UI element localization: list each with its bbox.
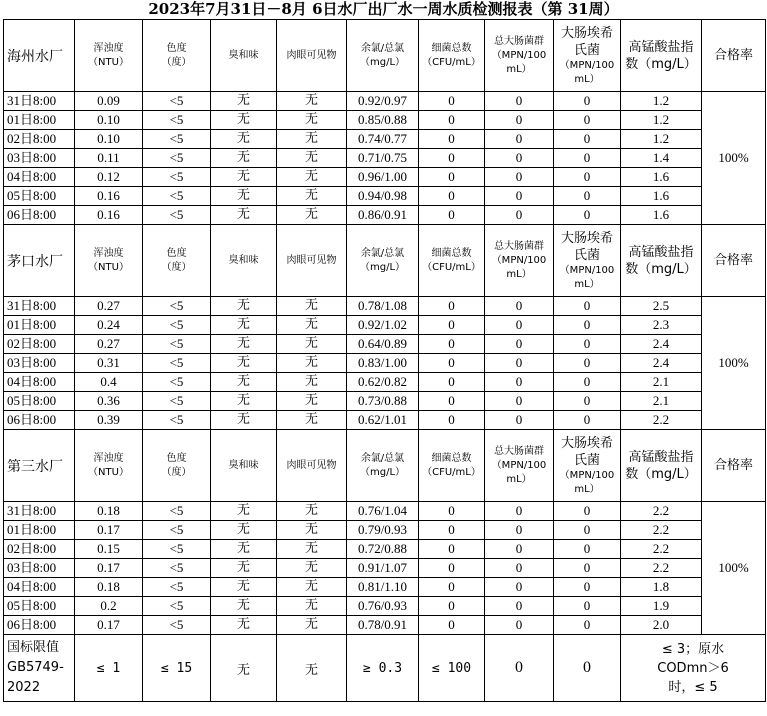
header-bacteria: 细菌总数 （CFU/mL） xyxy=(419,20,485,92)
pass-rate-value: 100% xyxy=(702,92,766,225)
permanganate-cell: 2.3 xyxy=(621,316,702,335)
color-cell: <5 xyxy=(143,578,211,597)
header-turbidity: 浑浊度 （NTU） xyxy=(75,430,143,502)
header-ecoli-unit: （MPN/100 mL） xyxy=(559,59,615,85)
ecoli-cell: 0 xyxy=(554,578,621,597)
header-pass-rate: 合格率 xyxy=(702,20,766,92)
coliform-cell: 0 xyxy=(485,354,554,373)
ecoli-cell: 0 xyxy=(554,187,621,206)
date-cell: 02日8:00 xyxy=(4,335,75,354)
table-row xyxy=(4,149,766,168)
header-coliform: 总大肠菌群 （MPN/100 mL） xyxy=(485,430,554,502)
turbidity-cell: 0.18 xyxy=(75,502,143,521)
permanganate-cell: 2.2 xyxy=(621,411,702,430)
bacteria-cell: 0 xyxy=(419,297,485,316)
odor-cell: 无 xyxy=(211,616,277,635)
visible-matter-cell: 无 xyxy=(277,130,347,149)
visible-matter-cell: 无 xyxy=(277,392,347,411)
table-row xyxy=(4,521,766,540)
limit-bacteria: ≤ 100 xyxy=(419,635,485,702)
header-ecoli-name: 大肠埃希 氏菌 xyxy=(560,435,613,468)
visible-matter-cell: 无 xyxy=(277,111,347,130)
permanganate-cell: 2.5 xyxy=(621,297,702,316)
permanganate-cell: 2.4 xyxy=(621,335,702,354)
permanganate-cell: 2.2 xyxy=(621,521,702,540)
odor-cell: 无 xyxy=(211,297,277,316)
bacteria-cell: 0 xyxy=(419,335,485,354)
chlorine-cell: 0.64/0.89 xyxy=(347,335,419,354)
table-row xyxy=(4,411,766,430)
turbidity-cell: 0.16 xyxy=(75,206,143,225)
header-ecoli-name: 大肠埃希 氏菌 xyxy=(560,25,613,58)
permanganate-cell: 1.8 xyxy=(621,578,702,597)
color-cell: <5 xyxy=(143,521,211,540)
limits-label: 国标限值 GB5749- 2022 xyxy=(4,635,75,702)
table-row xyxy=(4,616,766,635)
ecoli-cell: 0 xyxy=(554,149,621,168)
turbidity-cell: 0.18 xyxy=(75,578,143,597)
header-pass-rate: 合格率 xyxy=(702,225,766,297)
date-cell: 06日8:00 xyxy=(4,616,75,635)
header-permanganate: 高锰酸盐指 数（mg/L） xyxy=(621,20,702,92)
turbidity-cell: 0.27 xyxy=(75,335,143,354)
plant-name: 海州水厂 xyxy=(4,20,75,92)
visible-matter-cell: 无 xyxy=(277,149,347,168)
visible-matter-cell: 无 xyxy=(277,373,347,392)
header-visible-matter: 肉眼可见物 xyxy=(277,225,347,297)
ecoli-cell: 0 xyxy=(554,206,621,225)
limit-permanganate: ≤ 3；原水 CODmn＞6 时，≤ 5 xyxy=(621,635,766,702)
date-cell: 31日8:00 xyxy=(4,92,75,111)
header-chlorine: 余氯/总氯 （mg/L） xyxy=(347,225,419,297)
header-permanganate: 高锰酸盐指 数（mg/L） xyxy=(621,225,702,297)
table-row xyxy=(4,373,766,392)
header-pass-rate: 合格率 xyxy=(702,430,766,502)
ecoli-cell: 0 xyxy=(554,130,621,149)
date-cell: 03日8:00 xyxy=(4,559,75,578)
table-row xyxy=(4,335,766,354)
limit-visible-matter: 无 xyxy=(277,635,347,702)
limits-row xyxy=(4,635,766,702)
visible-matter-cell: 无 xyxy=(277,335,347,354)
color-cell: <5 xyxy=(143,354,211,373)
odor-cell: 无 xyxy=(211,411,277,430)
turbidity-cell: 0.39 xyxy=(75,411,143,430)
coliform-cell: 0 xyxy=(485,392,554,411)
chlorine-cell: 0.92/0.97 xyxy=(347,92,419,111)
turbidity-cell: 0.17 xyxy=(75,521,143,540)
turbidity-cell: 0.2 xyxy=(75,597,143,616)
header-chlorine: 余氯/总氯 （mg/L） xyxy=(347,430,419,502)
ecoli-cell: 0 xyxy=(554,597,621,616)
visible-matter-cell: 无 xyxy=(277,354,347,373)
limit-turbidity: ≤ 1 xyxy=(75,635,143,702)
permanganate-cell: 2.1 xyxy=(621,392,702,411)
permanganate-cell: 1.2 xyxy=(621,92,702,111)
bacteria-cell: 0 xyxy=(419,521,485,540)
header-odor: 臭和味 xyxy=(211,430,277,502)
bacteria-cell: 0 xyxy=(419,168,485,187)
plant-header-row xyxy=(4,20,766,92)
turbidity-cell: 0.36 xyxy=(75,392,143,411)
ecoli-cell: 0 xyxy=(554,373,621,392)
limit-odor: 无 xyxy=(211,635,277,702)
visible-matter-cell: 无 xyxy=(277,297,347,316)
date-cell: 05日8:00 xyxy=(4,187,75,206)
turbidity-cell: 0.16 xyxy=(75,187,143,206)
table-row xyxy=(4,597,766,616)
coliform-cell: 0 xyxy=(485,130,554,149)
chlorine-cell: 0.73/0.88 xyxy=(347,392,419,411)
bacteria-cell: 0 xyxy=(419,316,485,335)
ecoli-cell: 0 xyxy=(554,559,621,578)
chlorine-cell: 0.78/0.91 xyxy=(347,616,419,635)
color-cell: <5 xyxy=(143,559,211,578)
table-row xyxy=(4,578,766,597)
header-ecoli xyxy=(554,225,621,297)
header-ecoli xyxy=(554,430,621,502)
coliform-cell: 0 xyxy=(485,616,554,635)
table-row xyxy=(4,354,766,373)
coliform-cell: 0 xyxy=(485,206,554,225)
color-cell: <5 xyxy=(143,597,211,616)
bacteria-cell: 0 xyxy=(419,354,485,373)
date-cell: 06日8:00 xyxy=(4,206,75,225)
bacteria-cell: 0 xyxy=(419,187,485,206)
date-cell: 01日8:00 xyxy=(4,111,75,130)
coliform-cell: 0 xyxy=(485,411,554,430)
date-cell: 04日8:00 xyxy=(4,168,75,187)
pass-rate-value: 100% xyxy=(702,297,766,430)
ecoli-cell: 0 xyxy=(554,616,621,635)
chlorine-cell: 0.74/0.77 xyxy=(347,130,419,149)
odor-cell: 无 xyxy=(211,597,277,616)
coliform-cell: 0 xyxy=(485,521,554,540)
table-row xyxy=(4,111,766,130)
bacteria-cell: 0 xyxy=(419,502,485,521)
odor-cell: 无 xyxy=(211,335,277,354)
chlorine-cell: 0.83/1.00 xyxy=(347,354,419,373)
visible-matter-cell: 无 xyxy=(277,187,347,206)
date-cell: 05日8:00 xyxy=(4,597,75,616)
limit-ecoli: 0 xyxy=(554,635,621,702)
turbidity-cell: 0.15 xyxy=(75,540,143,559)
header-color: 色度 （度） xyxy=(143,225,211,297)
coliform-cell: 0 xyxy=(485,149,554,168)
chlorine-cell: 0.71/0.75 xyxy=(347,149,419,168)
turbidity-cell: 0.11 xyxy=(75,149,143,168)
bacteria-cell: 0 xyxy=(419,578,485,597)
header-odor: 臭和味 xyxy=(211,20,277,92)
bacteria-cell: 0 xyxy=(419,130,485,149)
color-cell: <5 xyxy=(143,168,211,187)
ecoli-cell: 0 xyxy=(554,521,621,540)
odor-cell: 无 xyxy=(211,392,277,411)
header-color: 色度 （度） xyxy=(143,430,211,502)
table-row xyxy=(4,130,766,149)
permanganate-cell: 2.4 xyxy=(621,354,702,373)
visible-matter-cell: 无 xyxy=(277,540,347,559)
header-ecoli-unit: （MPN/100 mL） xyxy=(559,469,615,495)
coliform-cell: 0 xyxy=(485,540,554,559)
chlorine-cell: 0.81/1.10 xyxy=(347,578,419,597)
ecoli-cell: 0 xyxy=(554,392,621,411)
odor-cell: 无 xyxy=(211,578,277,597)
header-coliform: 总大肠菌群 （MPN/100 mL） xyxy=(485,20,554,92)
date-cell: 01日8:00 xyxy=(4,521,75,540)
header-turbidity: 浑浊度 （NTU） xyxy=(75,20,143,92)
color-cell: <5 xyxy=(143,316,211,335)
header-bacteria: 细菌总数 （CFU/mL） xyxy=(419,430,485,502)
ecoli-cell: 0 xyxy=(554,354,621,373)
pass-rate-value: 100% xyxy=(702,502,766,635)
header-bacteria: 细菌总数 （CFU/mL） xyxy=(419,225,485,297)
visible-matter-cell: 无 xyxy=(277,168,347,187)
odor-cell: 无 xyxy=(211,168,277,187)
permanganate-cell: 1.6 xyxy=(621,206,702,225)
permanganate-cell: 1.2 xyxy=(621,130,702,149)
header-ecoli-unit: （MPN/100 mL） xyxy=(559,264,615,290)
permanganate-cell: 1.6 xyxy=(621,168,702,187)
color-cell: <5 xyxy=(143,111,211,130)
visible-matter-cell: 无 xyxy=(277,578,347,597)
turbidity-cell: 0.10 xyxy=(75,111,143,130)
ecoli-cell: 0 xyxy=(554,168,621,187)
header-odor: 臭和味 xyxy=(211,225,277,297)
bacteria-cell: 0 xyxy=(419,392,485,411)
chlorine-cell: 0.86/0.91 xyxy=(347,206,419,225)
header-permanganate: 高锰酸盐指 数（mg/L） xyxy=(621,430,702,502)
odor-cell: 无 xyxy=(211,373,277,392)
coliform-cell: 0 xyxy=(485,187,554,206)
color-cell: <5 xyxy=(143,92,211,111)
coliform-cell: 0 xyxy=(485,111,554,130)
turbidity-cell: 0.17 xyxy=(75,559,143,578)
odor-cell: 无 xyxy=(211,354,277,373)
bacteria-cell: 0 xyxy=(419,597,485,616)
table-row xyxy=(4,559,766,578)
table-row xyxy=(4,297,766,316)
water-quality-table xyxy=(3,19,766,702)
coliform-cell: 0 xyxy=(485,168,554,187)
table-row xyxy=(4,168,766,187)
chlorine-cell: 0.91/1.07 xyxy=(347,559,419,578)
color-cell: <5 xyxy=(143,616,211,635)
odor-cell: 无 xyxy=(211,559,277,578)
color-cell: <5 xyxy=(143,540,211,559)
plant-header-row xyxy=(4,225,766,297)
date-cell: 31日8:00 xyxy=(4,502,75,521)
ecoli-cell: 0 xyxy=(554,540,621,559)
coliform-cell: 0 xyxy=(485,335,554,354)
bacteria-cell: 0 xyxy=(419,206,485,225)
table-row xyxy=(4,187,766,206)
bacteria-cell: 0 xyxy=(419,411,485,430)
turbidity-cell: 0.10 xyxy=(75,130,143,149)
bacteria-cell: 0 xyxy=(419,540,485,559)
date-cell: 02日8:00 xyxy=(4,130,75,149)
permanganate-cell: 1.6 xyxy=(621,187,702,206)
permanganate-cell: 2.1 xyxy=(621,373,702,392)
bacteria-cell: 0 xyxy=(419,373,485,392)
odor-cell: 无 xyxy=(211,316,277,335)
chlorine-cell: 0.62/0.82 xyxy=(347,373,419,392)
ecoli-cell: 0 xyxy=(554,111,621,130)
ecoli-cell: 0 xyxy=(554,297,621,316)
color-cell: <5 xyxy=(143,411,211,430)
plant-name: 茅口水厂 xyxy=(4,225,75,297)
header-visible-matter: 肉眼可见物 xyxy=(277,430,347,502)
chlorine-cell: 0.92/1.02 xyxy=(347,316,419,335)
header-chlorine: 余氯/总氯 （mg/L） xyxy=(347,20,419,92)
chlorine-cell: 0.85/0.88 xyxy=(347,111,419,130)
bacteria-cell: 0 xyxy=(419,149,485,168)
color-cell: <5 xyxy=(143,149,211,168)
bacteria-cell: 0 xyxy=(419,111,485,130)
bacteria-cell: 0 xyxy=(419,616,485,635)
ecoli-cell: 0 xyxy=(554,502,621,521)
header-ecoli-name: 大肠埃希 氏菌 xyxy=(560,230,613,263)
chlorine-cell: 0.96/1.00 xyxy=(347,168,419,187)
coliform-cell: 0 xyxy=(485,578,554,597)
chlorine-cell: 0.78/1.08 xyxy=(347,297,419,316)
odor-cell: 无 xyxy=(211,540,277,559)
visible-matter-cell: 无 xyxy=(277,597,347,616)
limit-chlorine: ≥ 0.3 xyxy=(347,635,419,702)
visible-matter-cell: 无 xyxy=(277,411,347,430)
color-cell: <5 xyxy=(143,373,211,392)
header-turbidity: 浑浊度 （NTU） xyxy=(75,225,143,297)
odor-cell: 无 xyxy=(211,521,277,540)
table-row xyxy=(4,392,766,411)
table-body xyxy=(4,20,766,702)
visible-matter-cell: 无 xyxy=(277,559,347,578)
chlorine-cell: 0.76/0.93 xyxy=(347,597,419,616)
turbidity-cell: 0.24 xyxy=(75,316,143,335)
odor-cell: 无 xyxy=(211,187,277,206)
date-cell: 04日8:00 xyxy=(4,578,75,597)
color-cell: <5 xyxy=(143,206,211,225)
bacteria-cell: 0 xyxy=(419,92,485,111)
ecoli-cell: 0 xyxy=(554,411,621,430)
visible-matter-cell: 无 xyxy=(277,521,347,540)
date-cell: 05日8:00 xyxy=(4,392,75,411)
chlorine-cell: 0.94/0.98 xyxy=(347,187,419,206)
color-cell: <5 xyxy=(143,297,211,316)
coliform-cell: 0 xyxy=(485,502,554,521)
turbidity-cell: 0.4 xyxy=(75,373,143,392)
coliform-cell: 0 xyxy=(485,92,554,111)
turbidity-cell: 0.09 xyxy=(75,92,143,111)
coliform-cell: 0 xyxy=(485,373,554,392)
odor-cell: 无 xyxy=(211,130,277,149)
date-cell: 31日8:00 xyxy=(4,297,75,316)
permanganate-cell: 1.4 xyxy=(621,149,702,168)
date-cell: 03日8:00 xyxy=(4,354,75,373)
table-row xyxy=(4,92,766,111)
header-coliform: 总大肠菌群 （MPN/100 mL） xyxy=(485,225,554,297)
permanganate-cell: 2.2 xyxy=(621,540,702,559)
limit-coliform: 0 xyxy=(485,635,554,702)
permanganate-cell: 2.2 xyxy=(621,559,702,578)
date-cell: 02日8:00 xyxy=(4,540,75,559)
report-title: 2023年7月31日－8月 6日水厂出厂水一周水质检测报表（第 31周） xyxy=(148,0,619,18)
date-cell: 01日8:00 xyxy=(4,316,75,335)
table-row xyxy=(4,206,766,225)
odor-cell: 无 xyxy=(211,502,277,521)
permanganate-cell: 1.2 xyxy=(621,111,702,130)
date-cell: 03日8:00 xyxy=(4,149,75,168)
header-visible-matter: 肉眼可见物 xyxy=(277,20,347,92)
visible-matter-cell: 无 xyxy=(277,206,347,225)
chlorine-cell: 0.76/1.04 xyxy=(347,502,419,521)
date-cell: 06日8:00 xyxy=(4,411,75,430)
table-row xyxy=(4,316,766,335)
visible-matter-cell: 无 xyxy=(277,316,347,335)
color-cell: <5 xyxy=(143,392,211,411)
header-color: 色度 （度） xyxy=(143,20,211,92)
plant-name: 第三水厂 xyxy=(4,430,75,502)
odor-cell: 无 xyxy=(211,149,277,168)
color-cell: <5 xyxy=(143,187,211,206)
permanganate-cell: 2.2 xyxy=(621,502,702,521)
table-row xyxy=(4,540,766,559)
plant-header-row xyxy=(4,430,766,502)
date-cell: 04日8:00 xyxy=(4,373,75,392)
permanganate-cell: 1.9 xyxy=(621,597,702,616)
coliform-cell: 0 xyxy=(485,316,554,335)
coliform-cell: 0 xyxy=(485,597,554,616)
header-ecoli xyxy=(554,20,621,92)
table-row xyxy=(4,502,766,521)
ecoli-cell: 0 xyxy=(554,92,621,111)
coliform-cell: 0 xyxy=(485,297,554,316)
chlorine-cell: 0.72/0.88 xyxy=(347,540,419,559)
permanganate-cell: 2.0 xyxy=(621,616,702,635)
visible-matter-cell: 无 xyxy=(277,502,347,521)
ecoli-cell: 0 xyxy=(554,316,621,335)
turbidity-cell: 0.17 xyxy=(75,616,143,635)
odor-cell: 无 xyxy=(211,92,277,111)
coliform-cell: 0 xyxy=(485,559,554,578)
color-cell: <5 xyxy=(143,502,211,521)
turbidity-cell: 0.12 xyxy=(75,168,143,187)
visible-matter-cell: 无 xyxy=(277,92,347,111)
bacteria-cell: 0 xyxy=(419,559,485,578)
turbidity-cell: 0.31 xyxy=(75,354,143,373)
chlorine-cell: 0.79/0.93 xyxy=(347,521,419,540)
odor-cell: 无 xyxy=(211,206,277,225)
odor-cell: 无 xyxy=(211,111,277,130)
color-cell: <5 xyxy=(143,130,211,149)
turbidity-cell: 0.27 xyxy=(75,297,143,316)
visible-matter-cell: 无 xyxy=(277,616,347,635)
color-cell: <5 xyxy=(143,335,211,354)
ecoli-cell: 0 xyxy=(554,335,621,354)
chlorine-cell: 0.62/1.01 xyxy=(347,411,419,430)
limit-color: ≤ 15 xyxy=(143,635,211,702)
